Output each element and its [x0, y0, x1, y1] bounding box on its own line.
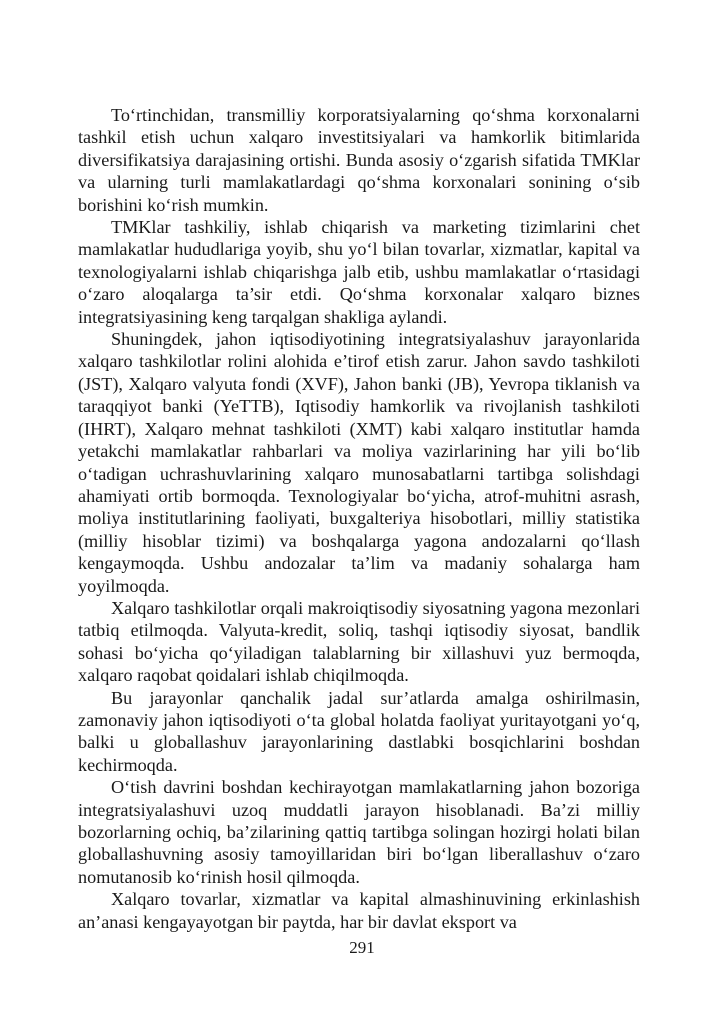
page-number: 291	[349, 938, 375, 957]
paragraph-4: Xalqaro tashkilotlar orqali makroiqtisodiy siyosatning yagona mezonlari tatbiq etilmoqda. Valyuta-kredit, soliq, tashqi iqtisodiy siyosat, bandlik sohasi bo‘yicha qo‘yiladigan talablarning bir xillashuvi yuz bermoqda, xalqaro raqobat qoidalari ishlab chiqilmoqda.	[78, 597, 640, 686]
paragraph-7: Xalqaro tovarlar, xizmatlar va kapital almashinuvining erkinlashish an’anasi kengayayotgan bir paytda, har bir davlat eksport va	[78, 889, 640, 932]
page-body	[78, 104, 640, 933]
paragraph-2: TMKlar tashkiliy, ishlab chiqarish va marketing tizimlarini chet mamlakatlar hududlariga yoyib, shu yo‘l bilan tovarlar, xizmatlar, kapital va texnologiyalarni ishlab chiqarishga jalb etib, ushbu mamlakatlar o‘rtasidagi o‘zaro aloqalarga ta’sir etdi. Qo‘shma korxonalar xalqaro biznes integratsiyasining keng tarqalgan shakliga aylandi.	[78, 217, 640, 327]
paragraph-5: Bu jarayonlar qanchalik jadal sur’atlarda amalga oshirilmasin, zamonaviy jahon iqtisodiyoti o‘ta global holatda faoliyat yuritayotgani yo‘q, balki u globallashuv jarayonlarining dastlabki bosqichlarini boshdan kechirmoqda.	[78, 687, 640, 775]
paragraph-1: To‘rtinchidan, transmilliy korporatsiyalarning qo‘shma korxonalarni tashkil etish uchun xalqaro investitsiyalari va hamkorlik bitimlarida diversifikatsiya darajasining ortishi. Bunda asosiy o‘zgarish sifatida TMKlar va ularning turli mamlakatlardagi qo‘shma korxonalari sonining o‘sib borishini ko‘rish mumkin.	[78, 105, 640, 215]
paragraph-6: O‘tish davrini boshdan kechirayotgan mamlakatlarning jahon bozoriga integratsiyalashuvi uzoq muddatli jarayon hisoblanadi. Ba’zi milliy bozorlarning ochiq, ba’zilarining qattiq tartibga solingan hozirgi holati bilan globallashuvning asosiy tamoyillaridan biri bo‘lgan liberallashuv o‘zaro nomutanosib ko‘rinish hosil qilmoqda.	[78, 777, 640, 887]
paragraph-3: Shuningdek, jahon iqtisodiyotining integratsiyalashuv jarayonlarida xalqaro tashkilotlar rolini alohida e’tirof etish zarur. Jahon savdo tashkiloti (JST), Xalqaro valyuta fondi (XVF), Jahon banki (JB), Yevropa tiklanish va taraqqiyot banki (YeTTB), Iqtisodiy hamkorlik va rivojlanish tashkiloti (IHRT), Xalqaro mehnat tashkiloti (XMT) kabi xalqaro institutlar hamda yetakchi mamlakatlar rahbarlari va moliya vazirlarining har yili bo‘lib o‘tadigan uchrashuvlarining xalqaro munosabatlarni tartibga solishdagi ahamiyati ortib bormoqda. Texnologiyalar bo‘yicha, atrof-muhitni asrash, moliya institutlarining faoliyati, buxgalteriya hisobotlari, milliy statistika (milliy hisoblar tizimi) va boshqalarga yagona andozalarni qo‘llash kengaymoqda. Ushbu andozalar ta’lim va madaniy sohalarga ham yoyilmoqda.	[78, 329, 640, 596]
